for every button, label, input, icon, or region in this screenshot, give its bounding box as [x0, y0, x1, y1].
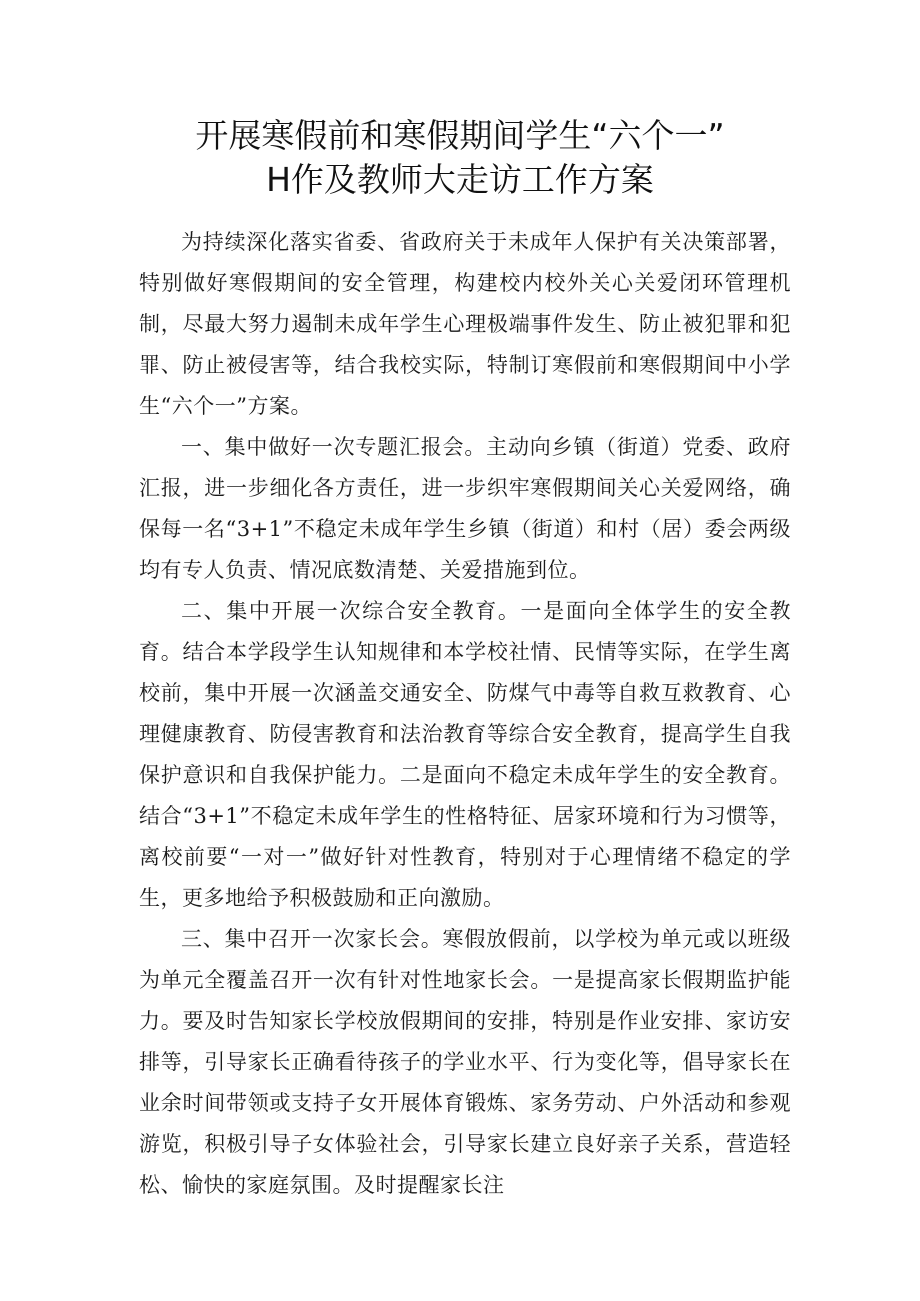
document-body: [139, 222, 791, 1206]
paragraph-section-1: 一、集中做好一次专题汇报会。主动向乡镇（街道）党委、政府汇报，进一步细化各方责任，进一步织牢寒假期间关心关爱网络，确保每一名“3+1”不稳定未成年学生乡镇（街道）和村（居）委会两级均有专人负责、情况底数清楚、关爱措施到位。: [139, 435, 791, 582]
paragraph-intro: 为持续深化落实省委、省政府关于未成年人保护有关决策部署，特别做好寒假期间的安全管理，构建校内校外关心关爱闭环管理机制，尽最大努力遏制未成年学生心理极端事件发生、防止被犯罪和犯罪、防止被侵害等，结合我校实际，特制订寒假前和寒假期间中小学生“六个一”方案。: [139, 230, 791, 418]
paragraph-section-2: 二、集中开展一次综合安全教育。一是面向全体学生的安全教育。结合本学段学生认知规律和本学校社情、民情等实际，在学生离校前，集中开展一次涵盖交通安全、防煤气中毒等自救互救教育、心理健康教育、防侵害教育和法治教育等综合安全教育，提高学生自我保护意识和自我保护能力。二是面向不稳定未成年学生的安全教育。结合“3+1”不稳定未成年学生的性格特征、居家环境和行为习惯等，离校前要“一对一”做好针对性教育，特别对于心理情绪不稳定的学生，更多地给予积极鼓励和正向激励。: [139, 599, 791, 910]
document-title-line-1: 开展寒假前和寒假期间学生“六个一”: [195, 116, 725, 155]
paragraph-section-3: 三、集中召开一次家长会。寒假放假前，以学校为单元或以班级为单元全覆盖召开一次有针对性地家长会。一是提高家长假期监护能力。要及时告知家长学校放假期间的安排，特别是作业安排、家访安排等，引导家长正确看待孩子的学业水平、行为变化等，倡导家长在业余时间带领或支持子女开展体育锻炼、家务劳动、户外活动和参观游览，积极引导子女体验社会，引导家长建立良好亲子关系，营造轻松、愉快的家庭氛围。及时提醒家长注: [139, 927, 791, 1197]
document-title-line-2: H作及教师大走访工作方案: [266, 160, 654, 199]
